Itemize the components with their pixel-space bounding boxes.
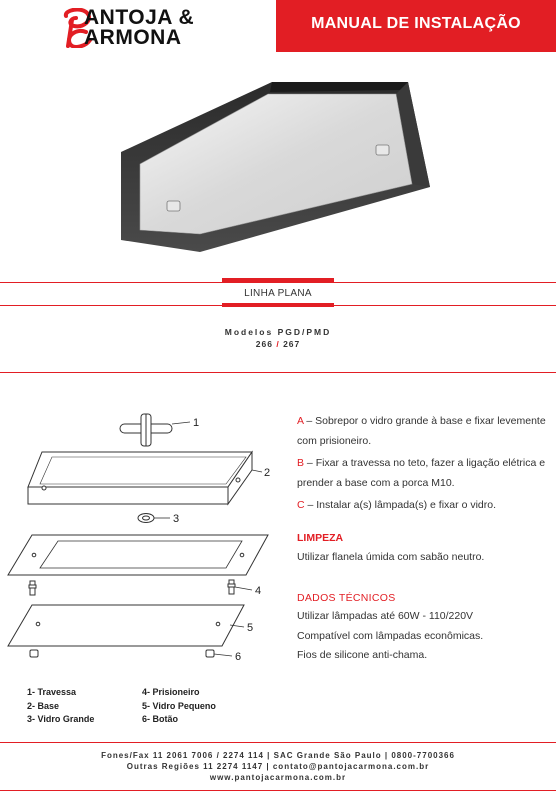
callout-2: 2 xyxy=(264,467,271,479)
legend-column xyxy=(142,686,216,727)
step-b xyxy=(297,454,547,493)
vidro-pequeno-part xyxy=(8,605,244,646)
divider-line xyxy=(0,372,556,373)
product-line-name: LINHA PLANA xyxy=(244,288,312,299)
divider-accent xyxy=(222,303,334,307)
step-text: – Sobrepor o vidro grande à base e fixar levemente com prisioneiro. xyxy=(297,415,546,447)
legend-column xyxy=(27,686,94,727)
manual-title: MANUAL DE INSTALAÇÃO xyxy=(311,15,521,32)
exploded-diagram xyxy=(0,400,290,670)
divider-line xyxy=(0,282,556,283)
brand-line-2: ARMONA xyxy=(84,26,182,49)
header-bar xyxy=(276,0,556,52)
legend-item: 4- Prisioneiro xyxy=(142,687,200,697)
porca-part xyxy=(138,514,154,523)
prisioneiro-part xyxy=(29,580,235,595)
step-letter: B xyxy=(297,457,305,469)
model-number-b: 267 xyxy=(283,339,301,349)
model-numbers xyxy=(0,339,556,349)
callout-1: 1 xyxy=(193,417,200,429)
spec-line: Compatível com lâmpadas econômicas. xyxy=(297,629,484,642)
legend-item: 6- Botão xyxy=(142,714,178,724)
footer-divider xyxy=(0,742,556,743)
spec-line: Utilizar lâmpadas até 60W - 110/220V xyxy=(297,610,474,622)
callout-3: 3 xyxy=(173,513,180,525)
step-letter: C xyxy=(297,499,305,511)
step-text: – Fixar a travessa no teto, fazer a ligação elétrica e prender a base com a porca M10. xyxy=(297,457,546,489)
technical-specs xyxy=(297,607,547,666)
installation-steps xyxy=(297,412,547,519)
callout-6: 6 xyxy=(235,651,242,663)
callout-4: 4 xyxy=(255,585,262,597)
brand-line-1: ANTOJA & xyxy=(84,6,195,29)
models-label: Modelos PGD/PMD xyxy=(224,327,332,337)
legend-item: 3- Vidro Grande xyxy=(27,714,95,724)
base-part xyxy=(28,452,252,504)
step-a xyxy=(297,412,547,451)
travessa-part xyxy=(120,414,172,446)
legend-item: 5- Vidro Pequeno xyxy=(142,700,216,711)
step-c xyxy=(297,496,547,516)
cleaning-title: LIMPEZA xyxy=(297,532,344,544)
brand-logo xyxy=(62,6,282,50)
footer-phones: Fones/Fax 11 2061 7006 / 2274 114 | SAC Grande São Paulo | 0800-7700366 xyxy=(101,751,455,760)
spec-line: Fios de silicone anti-chama. xyxy=(297,649,428,661)
footer-website: www.pantojacarmona.com.br xyxy=(209,773,347,782)
step-text: – Instalar a(s) lâmpada(s) e fixar o vidro. xyxy=(304,499,496,511)
cleaning-text: Utilizar flanela úmida com sabão neutro. xyxy=(297,551,485,563)
botao-part xyxy=(30,650,214,657)
legend-item: 1- Travessa xyxy=(27,687,77,697)
model-number-a: 266 xyxy=(255,339,273,349)
step-letter: A xyxy=(297,415,304,427)
legend-item: 2- Base xyxy=(27,700,60,711)
model-separator: / xyxy=(276,339,280,349)
footer-divider xyxy=(0,790,556,791)
product-image xyxy=(0,72,556,262)
technical-title: DADOS TÉCNICOS xyxy=(297,592,396,604)
footer-contact: Outras Regiões 11 2274 1147 | contato@pantojacarmona.com.br xyxy=(126,762,430,771)
vidro-grande-part xyxy=(8,535,268,575)
callout-5: 5 xyxy=(247,622,254,634)
divider-accent xyxy=(222,278,334,282)
